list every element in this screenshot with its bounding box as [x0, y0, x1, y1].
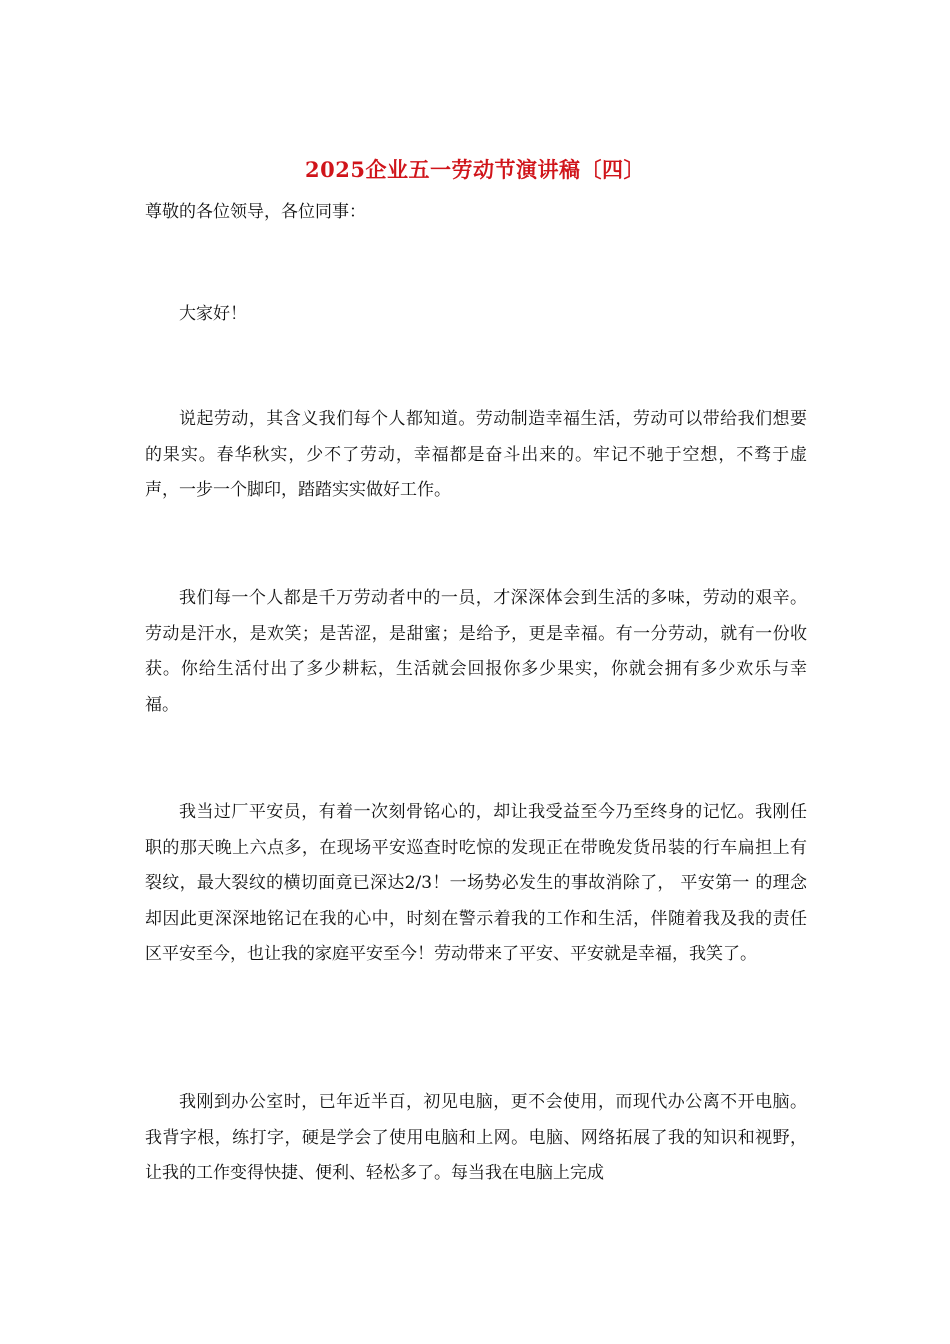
body-paragraph-2: 我们每一个人都是千万劳动者中的一员，才深深体会到生活的多味，劳动的艰辛。劳动是汗水，是欢笑；是苦涩，是甜蜜；是给予，更是幸福。有一分劳动，就有一份收获。你给生活付出了多少耕耘，生活就会回报你多少果实，你就会拥有多少欢乐与幸福。: [145, 588, 807, 715]
body-paragraph-3: 我当过厂平安员，有着一次刻骨铭心的，却让我受益至今乃至终身的记忆。我刚任职的那天晚上六点多，在现场平安巡查时吃惊的发现正在带晚发货吊装的行车扁担上有裂纹，最大裂纹的横切面竟已深达2/3！一场势必发生的事故消除了， 平安第一 的理念却因此更深深地铭记在我的心中，时刻在警示着我的工作和生活，伴随着我及我的责任区平安至今，也让我的家庭平安至今！劳动带来了平安、平安就是幸福，我笑了。: [145, 802, 807, 964]
greeting-paragraph: 大家好！: [179, 304, 247, 324]
document-title: 2025企业五一劳动节演讲稿〔四〕: [305, 157, 645, 182]
body-paragraph-1: 说起劳动，其含义我们每个人都知道。劳动制造幸福生活，劳动可以带给我们想要的果实。春华秋实，少不了劳动，幸福都是奋斗出来的。牢记不驰于空想，不骛于虚声，一步一个脚印，踏踏实实做好工作。: [145, 409, 807, 500]
body-paragraph-4: 我刚到办公室时，已年近半百，初见电脑，更不会使用，而现代办公离不开电脑。我背字根，练打字，硬是学会了使用电脑和上网。电脑、网络拓展了我的知识和视野，让我的工作变得快捷、便利、轻松多了。每当我在电脑上完成: [145, 1092, 807, 1183]
salutation: 尊敬的各位领导，各位同事：: [145, 202, 366, 222]
